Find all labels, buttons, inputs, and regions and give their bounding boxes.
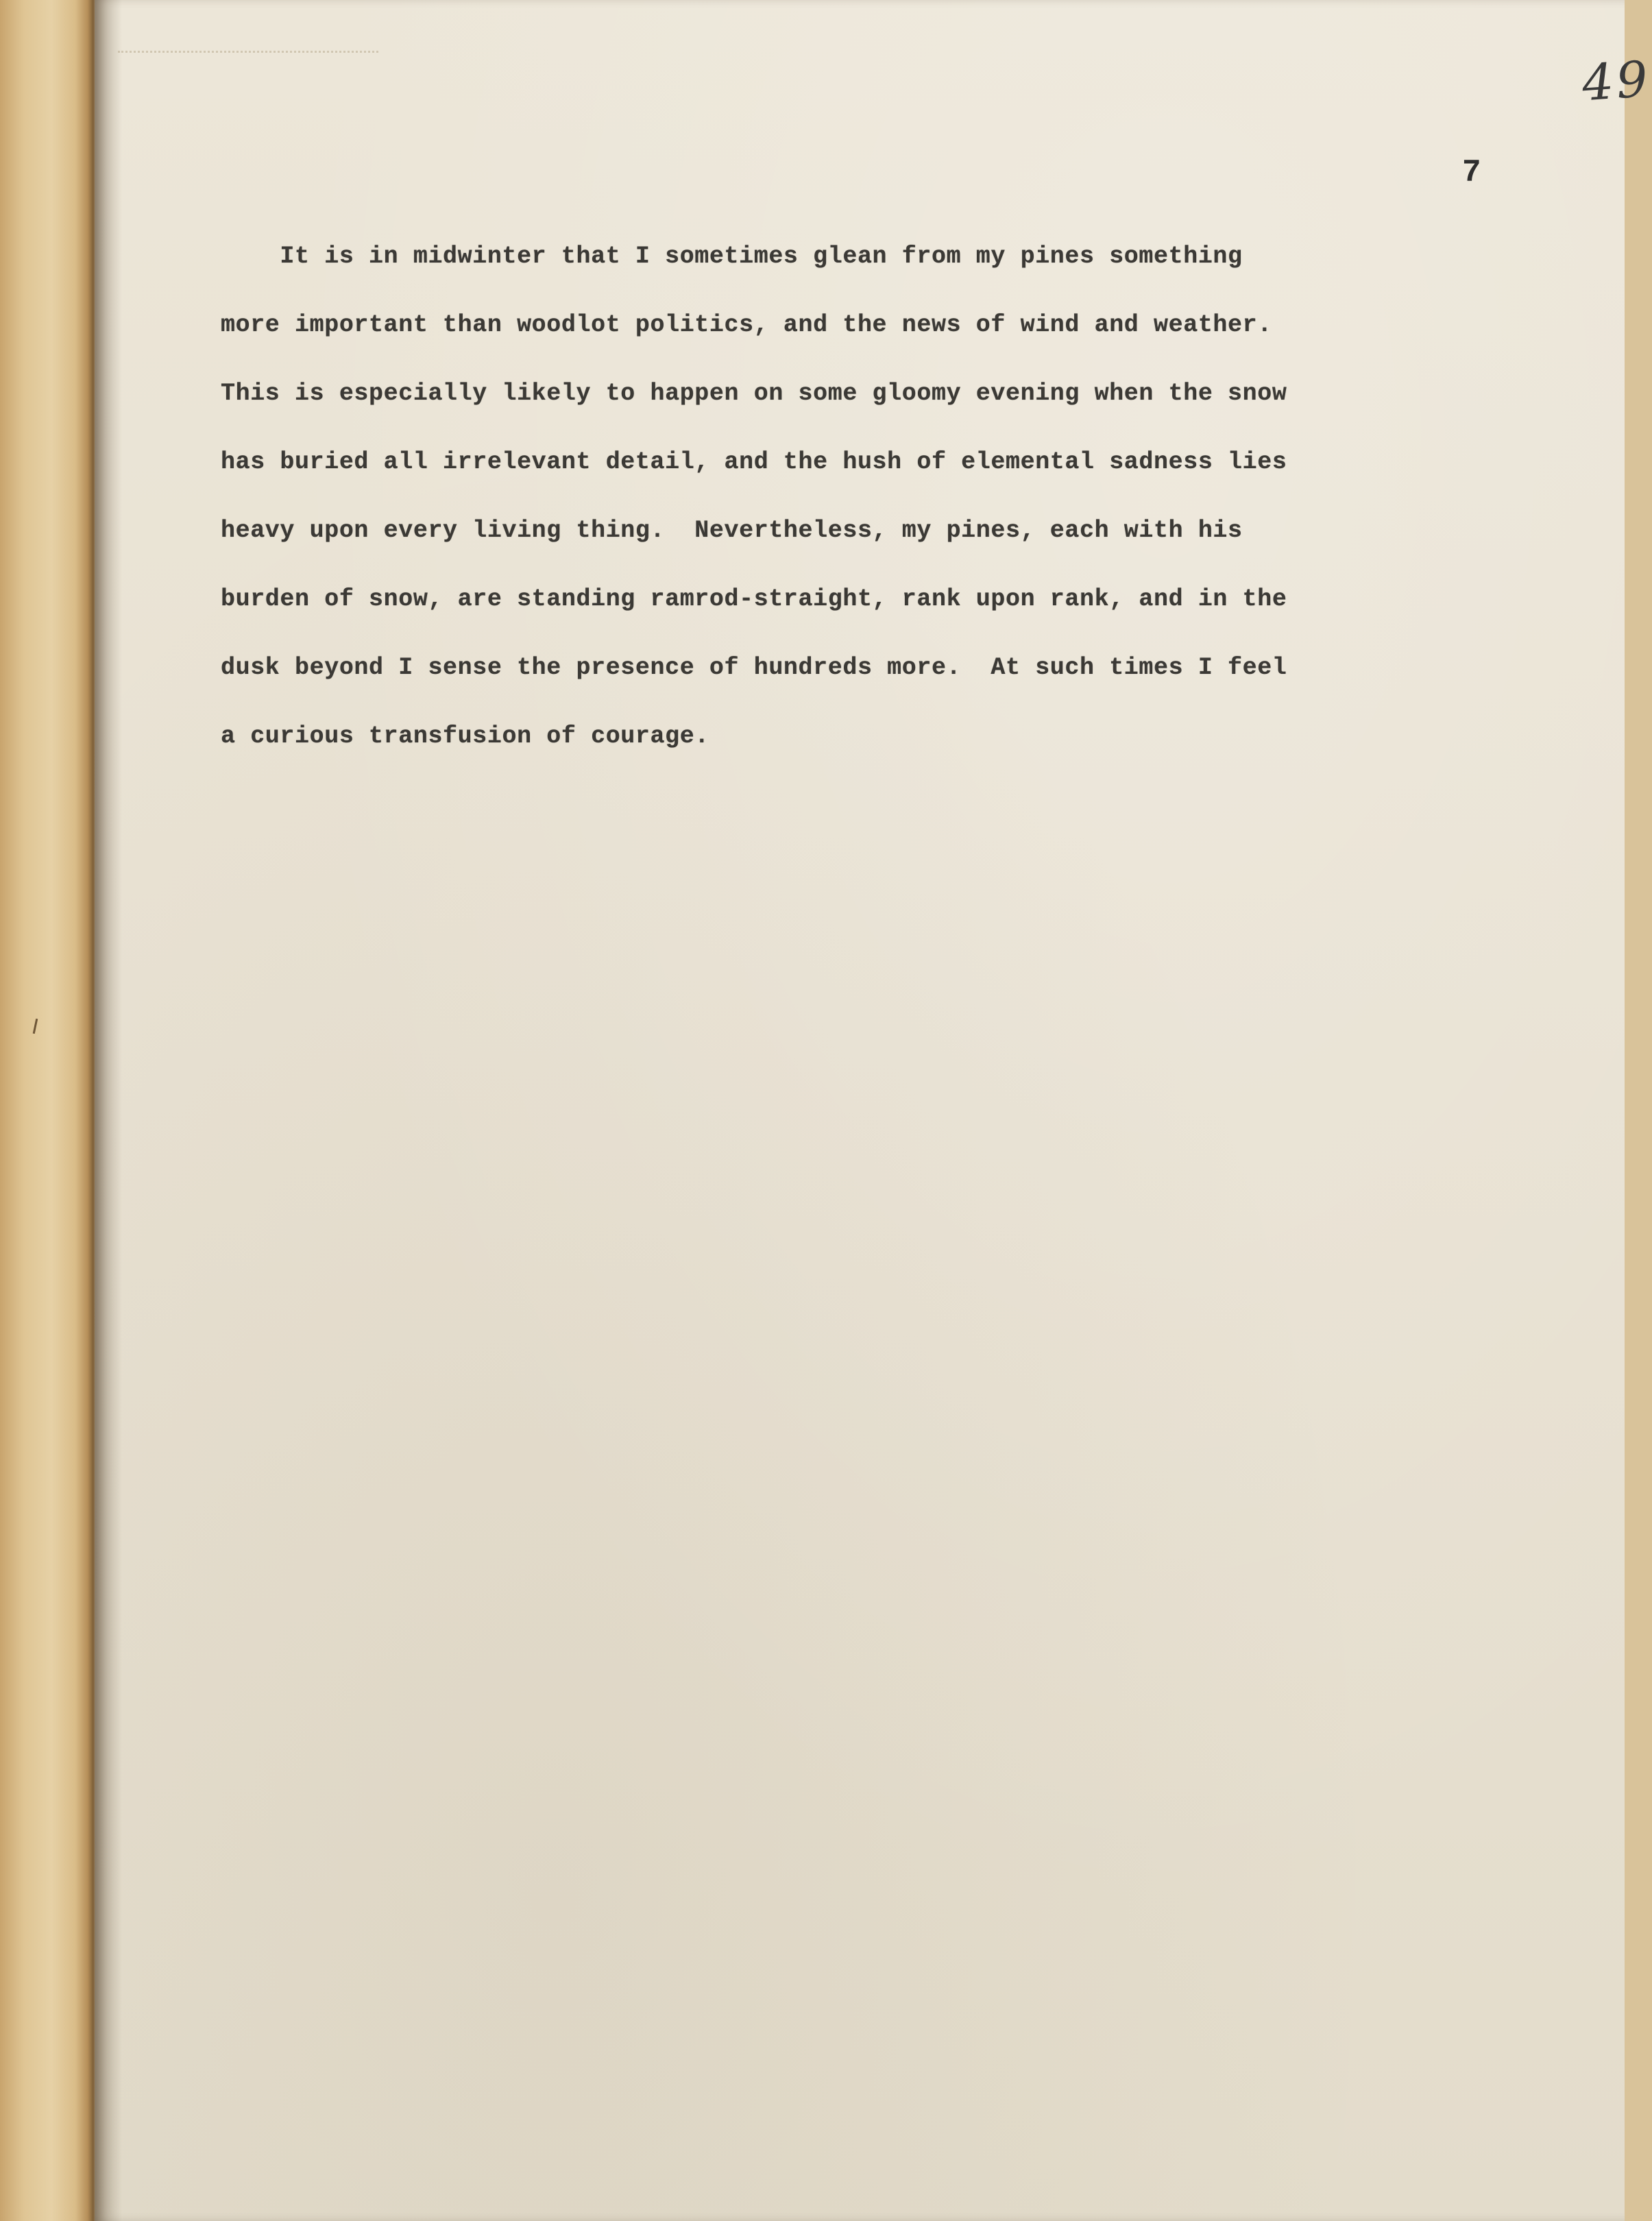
text-line: It is in midwinter that I sometimes glean from my pines something: [221, 243, 1243, 270]
binding-edge: [0, 0, 96, 2221]
paper-sheet: [95, 0, 1652, 2221]
typed-page-number: 7: [1462, 155, 1481, 191]
text-line: more important than woodlot politics, and the news of wind and weather.: [221, 311, 1272, 339]
gutter-shadow: [95, 0, 122, 2221]
top-dotted-mark: [118, 51, 378, 53]
text-line: a curious transfusion of courage.: [221, 723, 709, 750]
handwritten-folio-number: 49: [1580, 49, 1652, 112]
text-line: This is especially likely to happen on some gloomy evening when the snow: [221, 380, 1287, 407]
text-line: heavy upon every living thing. Nevertheless, my pines, each with his: [221, 517, 1243, 544]
text-line: dusk beyond I sense the presence of hundreds more. At such times I feel: [221, 654, 1287, 681]
typed-paragraph: [221, 222, 1496, 770]
text-line: burden of snow, are standing ramrod-straight, rank upon rank, and in the: [221, 585, 1287, 613]
text-line: has buried all irrelevant detail, and the hush of elemental sadness lies: [221, 448, 1287, 476]
